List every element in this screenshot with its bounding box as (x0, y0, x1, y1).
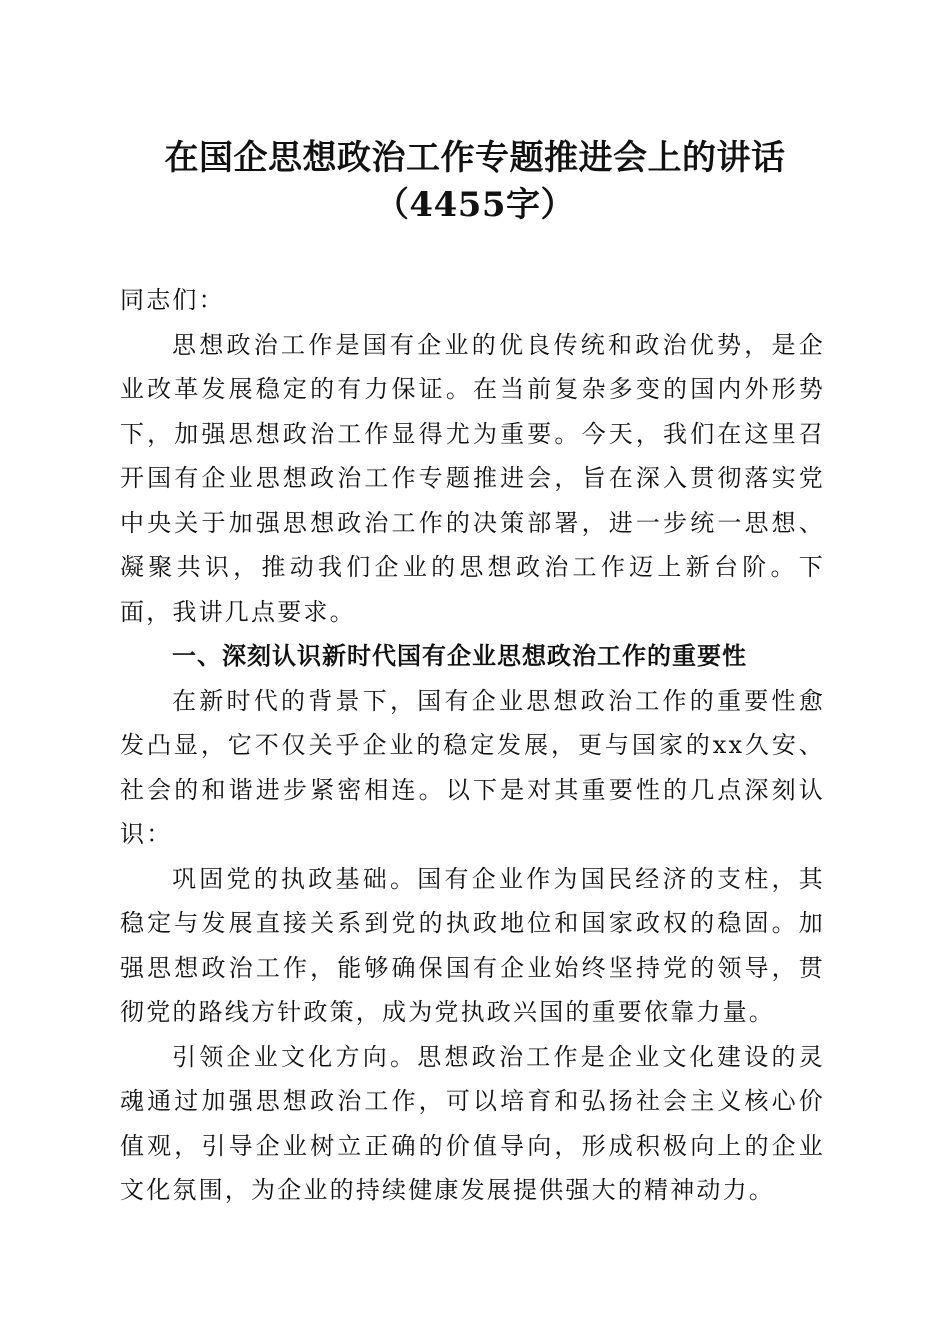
section-heading-1: 一、深刻认识新时代国有企业思想政治工作的重要性 (172, 642, 747, 670)
paragraph-point-1: 巩固党的执政基础。国有企业作为国民经济的支柱，其稳定与发展直接关系到党的执政地位和国家政权的稳固。加强思想政治工作，能够确保国有企业始终坚持党的领导，贯彻党的路线方针政策，成为党执政兴国的重要依靠力量。 (120, 864, 825, 1026)
paragraph-section-1-intro: 在新时代的背景下，国有企业思想政治工作的重要性愈发凸显，它不仅关乎企业的稳定发展，更与国家的xx久安、社会的和谐进步紧密相连。以下是对其重要性的几点深刻认识： (120, 686, 825, 848)
document-body (120, 278, 825, 1213)
document-title: 在国企思想政治工作专题推进会上的讲话 (164, 138, 786, 178)
document-word-count: （4455字） (374, 185, 576, 225)
salutation: 同志们： (120, 286, 225, 314)
paragraph-point-2: 引领企业文化方向。思想政治工作是企业文化建设的灵魂通过加强思想政治工作，可以培育和弘扬社会主义核心价值观，引导企业树立正确的价值导向，形成积极向上的企业文化氛围，为企业的持续健康发展提供强大的精神动力。 (120, 1042, 825, 1204)
paragraph-intro: 思想政治工作是国有企业的优良传统和政治优势，是企业改革发展稳定的有力保证。在当前复杂多变的国内外形势下，加强思想政治工作显得尤为重要。今天，我们在这里召开国有企业思想政治工作专题推进会，旨在深入贯彻落实党中央关于加强思想政治工作的决策部署，进一步统一思想、凝聚共识，推动我们企业的思想政治工作迈上新台阶。下面，我讲几点要求。 (120, 330, 825, 626)
